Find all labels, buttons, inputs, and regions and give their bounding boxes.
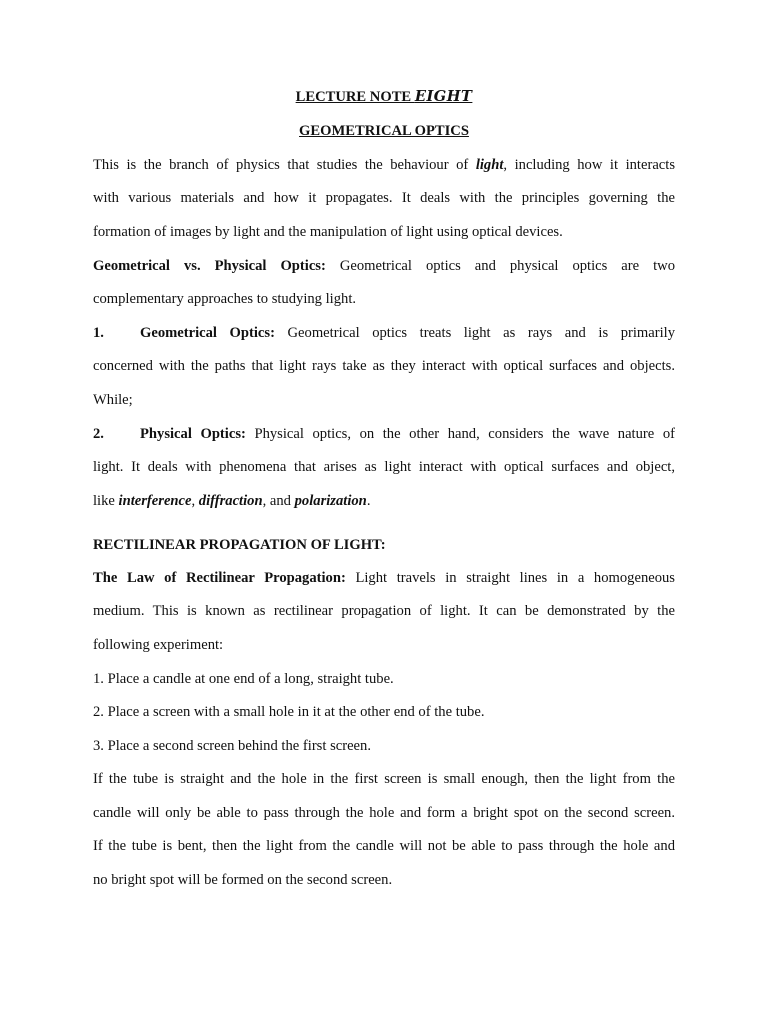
lecture-title (93, 88, 675, 106)
item2-line-3 (93, 492, 675, 510)
item1-line-3: While; (93, 392, 133, 408)
intro-text: This is the branch of physics that studies the behaviour of (93, 157, 476, 173)
intro-line-2: with various materials and how it propagates. It deals with the principles governing the (93, 190, 675, 206)
item2-line-2: light. It deals with phenomena that arises as light interact with optical surfaces and object, (93, 459, 675, 475)
law-text: Light travels in straight lines in a homogeneous (345, 570, 675, 586)
intro-text: , including how it interacts (503, 157, 676, 173)
interference-term: interference (118, 493, 192, 509)
item1-number: 1. (93, 325, 104, 341)
rectilinear-heading: RECTILINEAR PROPAGATION OF LIGHT: (93, 537, 386, 553)
polarization-term: polarization (294, 493, 367, 509)
geo-vs-phys-line-1 (93, 257, 675, 275)
item2-line-1 (93, 425, 675, 443)
item1-text: Geometrical optics treats light as rays and is primarily (274, 325, 675, 341)
law-line-1 (93, 569, 675, 587)
item2-number: 2. (93, 426, 104, 442)
geo-vs-phys-text: Geometrical optics and physical optics are two (325, 258, 676, 274)
diffraction-term: diffraction (198, 493, 263, 509)
separator: , (191, 493, 199, 509)
step-3: 3. Place a second screen behind the first screen. (93, 738, 371, 754)
conclusion-line-1: If the tube is straight and the hole in the first screen is small enough, then the light from the (93, 771, 675, 787)
separator: , and (262, 493, 295, 509)
item1-line-1 (93, 324, 675, 342)
section-title: GEOMETRICAL OPTICS (299, 123, 469, 139)
intro-line-3: formation of images by light and the manipulation of light using optical devices. (93, 224, 563, 240)
item2-text: like (93, 493, 119, 509)
light-term: light (475, 157, 504, 173)
law-line-3: following experiment: (93, 637, 224, 653)
step-2: 2. Place a screen with a small hole in it at the other end of the tube. (93, 704, 485, 720)
conclusion-line-3: If the tube is bent, then the light from the candle will not be able to pass through the hole and (93, 838, 675, 854)
law-label: The Law of Rectilinear Propagation: (93, 570, 346, 586)
item2-label: Physical Optics: (140, 426, 246, 442)
lecture-title-number: EIGHT (414, 88, 473, 105)
conclusion-line-2: candle will only be able to pass through the hole and form a bright spot on the second screen. (93, 805, 675, 821)
law-line-2: medium. This is known as rectilinear propagation of light. It can be demonstrated by the (93, 603, 675, 619)
item1-label: Geometrical Optics: (140, 325, 275, 341)
intro-line-1 (93, 156, 675, 174)
period: . (366, 493, 371, 509)
conclusion-line-4: no bright spot will be formed on the second screen. (93, 872, 393, 888)
step-1: 1. Place a candle at one end of a long, straight tube. (93, 671, 394, 687)
item2-text: Physical optics, on the other hand, considers the wave nature of (245, 426, 675, 442)
geo-vs-phys-label: Geometrical vs. Physical Optics: (93, 258, 326, 274)
geo-vs-phys-line-2: complementary approaches to studying light. (93, 291, 357, 307)
lecture-title-prefix: LECTURE NOTE (295, 89, 415, 105)
item1-line-2: concerned with the paths that light rays take as they interact with optical surfaces and objects. (93, 358, 675, 374)
